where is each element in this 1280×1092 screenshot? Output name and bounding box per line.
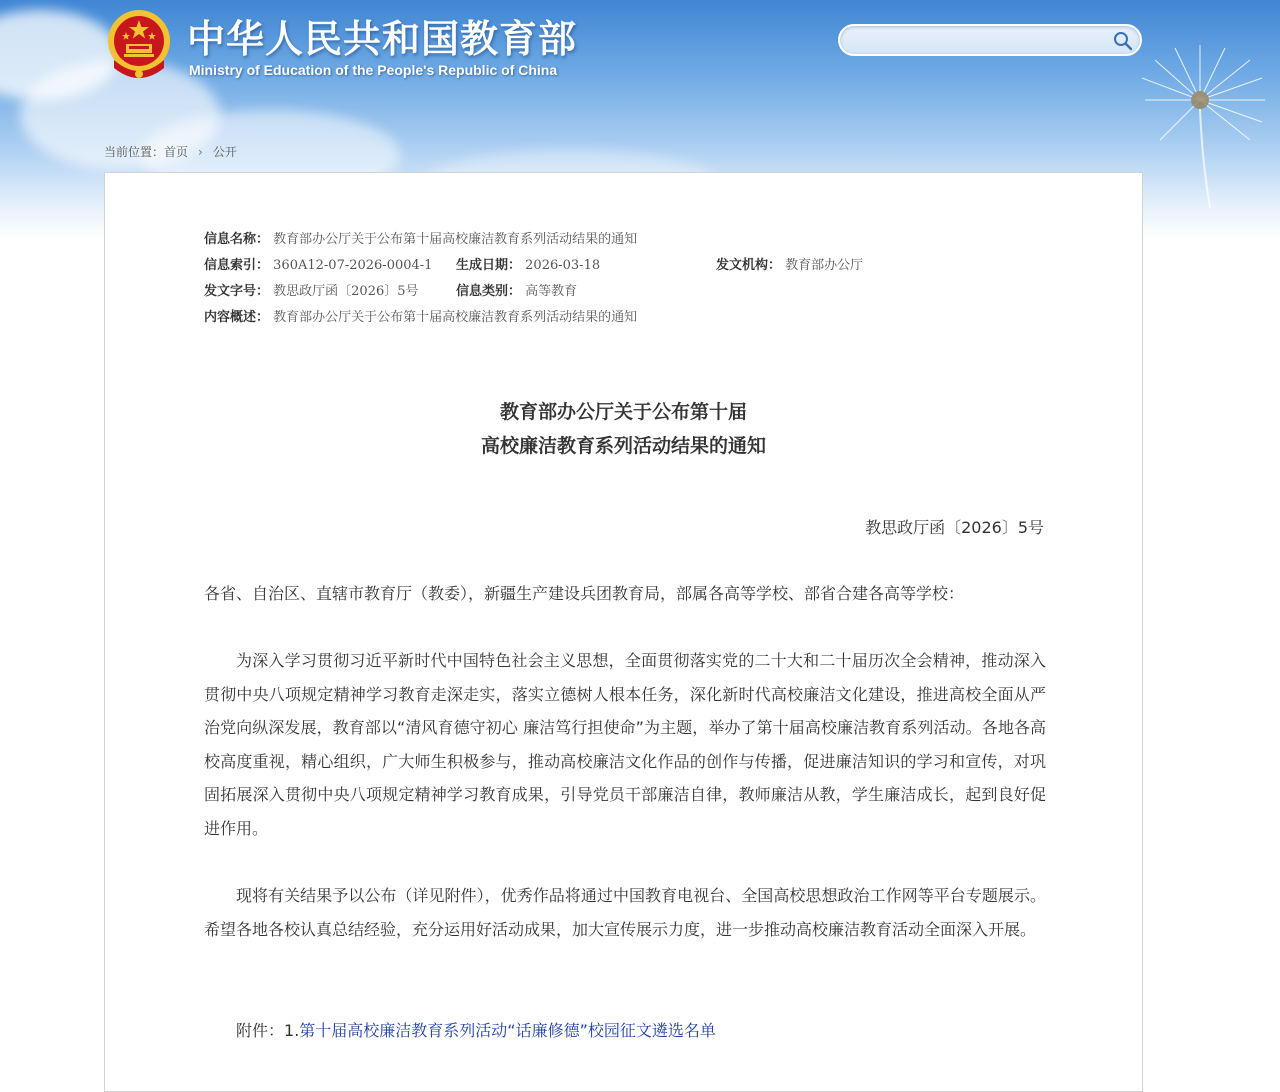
body-paragraph-1: 为深入学习贯彻习近平新时代中国特色社会主义思想，全面贯彻落实党的二十大和二十届历次全会精神，推动深入贯彻中央八项规定精神学习教育走深走实，落实立德树人根本任务，深化新时代高校廉洁文化建设，推进高校全面从严治党向纵深发展，教育部以“清风育德守初心 廉洁笃行担使命”为主题，举办了第十届高校廉洁教育系列活动。各地各高校高度重视，精心组织，广大师生积极参与，推动高校廉洁文化作品的创作与传播，促进廉洁知识的学习和宣传，对巩固拓展深入贯彻中央八项规定精神学习教育成果，引导党员干部廉洁自律，教师廉洁从教，学生廉洁成长，起到良好促进作用。 (204, 651, 1046, 838)
breadcrumb-separator: › (198, 145, 203, 159)
meta-row-doc-number (204, 280, 419, 299)
document-title-line1: 教育部办公厅关于公布第十届 (499, 401, 747, 423)
meta-category-value: 高等教育 (525, 284, 578, 299)
meta-summary-label: 内容概述： (204, 310, 270, 325)
meta-row-date (456, 254, 600, 273)
national-emblem-icon (106, 8, 172, 82)
meta-org-label: 发文机构： (716, 258, 782, 273)
attachment-line (204, 1014, 1046, 1048)
meta-row-org (716, 254, 863, 273)
document-number: 教思政厅函〔2026〕5号 (865, 518, 1044, 537)
site-subtitle: Ministry of Education of the People's Republic of China (189, 62, 558, 78)
meta-index-label: 信息索引： (204, 258, 270, 273)
breadcrumb (104, 143, 237, 160)
meta-row-summary (204, 306, 637, 325)
meta-row-name (204, 228, 637, 247)
breadcrumb-prefix: 当前位置： (104, 145, 165, 159)
meta-index-value: 360A12-07-2026-0004-1 (273, 258, 433, 273)
document-title-line2: 高校廉洁教育系列活动结果的通知 (480, 435, 766, 457)
article-card (104, 172, 1143, 1092)
search-box (838, 24, 1142, 56)
breadcrumb-home-link[interactable]: 首页 (164, 145, 189, 159)
meta-name-value: 教育部办公厅关于公布第十届高校廉洁教育系列活动结果的通知 (273, 232, 638, 247)
salutation: 各省、自治区、直辖市教育厅（教委），新疆生产建设兵团教育局，部属各高等学校、部省合建各高等学校： (204, 584, 965, 603)
meta-name-label: 信息名称： (204, 232, 270, 247)
meta-date-value: 2026-03-18 (525, 258, 601, 273)
search-icon[interactable] (1112, 30, 1134, 52)
meta-org-value: 教育部办公厅 (785, 258, 864, 273)
attachment-link[interactable]: 第十届高校廉洁教育系列活动“话廉修德”校园征文遴选名单 (299, 1021, 716, 1040)
meta-row-category (456, 280, 577, 299)
meta-doc-value: 教思政厅函〔2026〕5号 (273, 284, 419, 299)
site-title: 中华人民共和国教育部 (187, 17, 578, 61)
meta-summary-value: 教育部办公厅关于公布第十届高校廉洁教育系列活动结果的通知 (273, 310, 638, 325)
meta-category-label: 信息类别： (456, 284, 522, 299)
body-paragraph-2: 现将有关结果予以公布（详见附件），优秀作品将通过中国教育电视台、全国高校思想政治工作网等平台专题展示。希望各地各校认真总结经验，充分运用好活动成果，加大宣传展示力度，进一步推动高校廉洁教育活动全面深入开展。 (204, 886, 1046, 939)
search-input[interactable] (854, 31, 1108, 51)
dandelion-decoration-icon (1140, 40, 1270, 210)
meta-date-label: 生成日期： (456, 258, 522, 273)
attachment-number: 1. (284, 1021, 300, 1040)
meta-row-index (204, 254, 432, 273)
attachment-label: 附件： (236, 1021, 285, 1040)
meta-doc-label: 发文字号： (204, 284, 270, 299)
breadcrumb-public-link[interactable]: 公开 (212, 145, 237, 159)
document-title (105, 395, 1142, 463)
